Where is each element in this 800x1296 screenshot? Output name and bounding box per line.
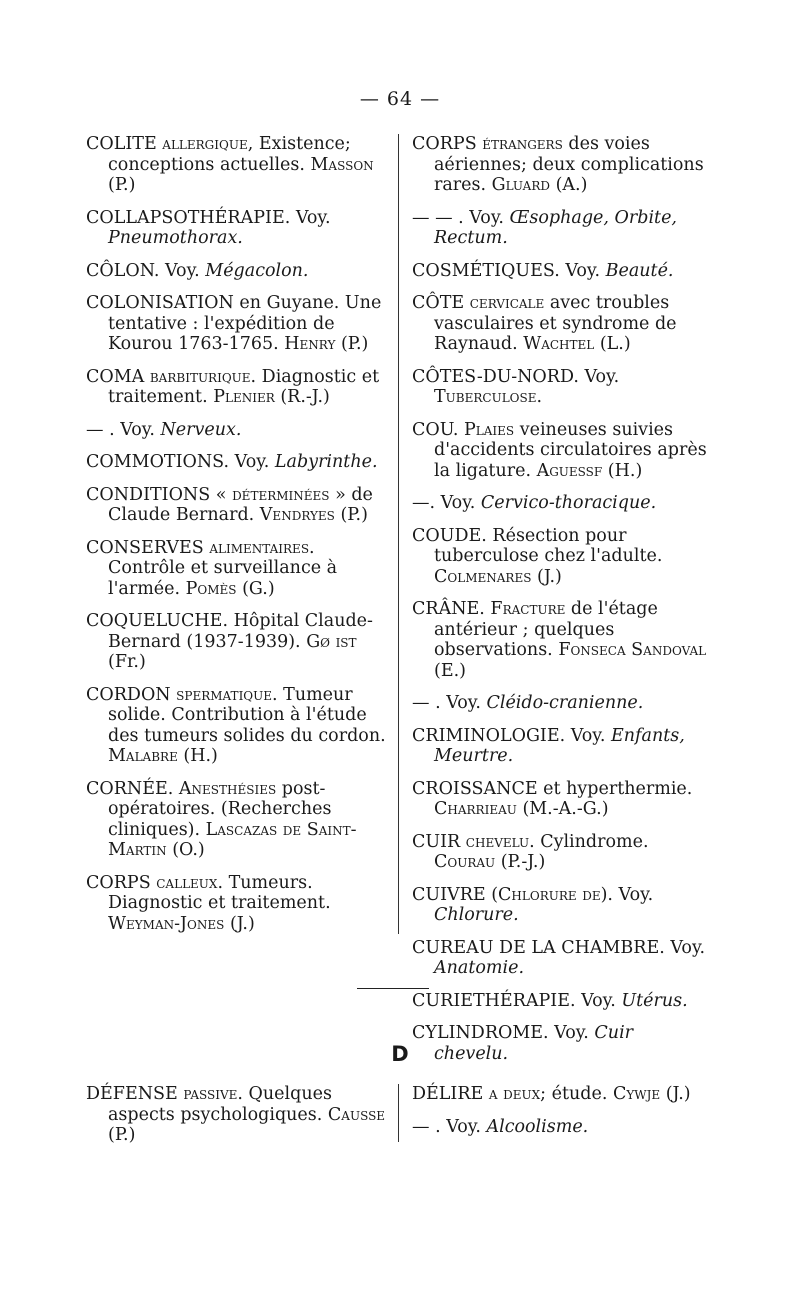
entry-heading: COLLAPSOTHÉRAPIE. Voy.	[86, 207, 331, 228]
index-entry	[86, 420, 388, 441]
entry-author: Fonseca Sandoval	[558, 640, 707, 660]
entry-subheading: passive	[183, 1084, 238, 1104]
index-entry	[412, 208, 712, 249]
section-letter: D	[391, 1042, 409, 1066]
entry-text: ; étude.	[540, 1084, 613, 1104]
entry-initials: (Fr.)	[108, 652, 146, 672]
entry-text: ). Voy.	[600, 884, 654, 905]
index-entry	[86, 208, 388, 249]
entry-subheading: spermatique	[176, 684, 273, 705]
entry-heading: CYLINDROME. Voy.	[412, 1023, 595, 1043]
entry-initials: (E.)	[434, 660, 466, 681]
entry-initials: (P.)	[335, 334, 369, 354]
entry-initials: (R.-J.)	[274, 387, 330, 407]
entry-text: Anatomie.	[434, 958, 525, 978]
entry-initials: (J.)	[224, 913, 255, 934]
entry-text: . Diagnostic et traitement.	[108, 366, 380, 407]
entry-text: Œsophage, Orbite, Rectum.	[434, 207, 677, 248]
entry-heading: CUIR	[412, 831, 466, 852]
index-entry	[412, 885, 712, 926]
entry-initials: (P.)	[108, 1125, 136, 1145]
entry-heading: CÔTE	[412, 293, 470, 313]
entry-heading: CUREAU DE LA CHAMBRE. Voy.	[412, 937, 706, 958]
entry-author: Cywje	[612, 1084, 661, 1104]
index-entry	[86, 685, 388, 767]
index-entry	[412, 693, 712, 714]
right-column	[412, 134, 712, 1076]
index-entry	[86, 452, 388, 473]
entry-author: Courau	[434, 852, 496, 872]
entry-text: Enfants, Meurtre.	[434, 725, 685, 766]
entry-text: Mégacolon.	[205, 260, 309, 281]
entry-heading: CORPS	[412, 134, 483, 154]
entry-heading: COSMÉTIQUES. Voy.	[412, 260, 606, 281]
column-divider	[398, 134, 399, 934]
entry-text: de l'étage antérieur ; quelques observations.	[434, 599, 658, 660]
entry-initials: Chlorure.	[434, 905, 519, 925]
entry-heading: CONDITIONS «	[86, 484, 233, 505]
entry-text: Alcoolisme.	[486, 1116, 589, 1137]
entry-initials: (J.)	[660, 1084, 691, 1104]
index-entry	[86, 485, 388, 526]
index-entry	[86, 367, 388, 408]
entry-text: , Existence; conceptions actuelles.	[108, 134, 351, 175]
entry-subheading: cervicale	[469, 293, 545, 313]
entry-subheading: barbiturique	[149, 366, 251, 387]
entry-heading: CORDON	[86, 684, 177, 705]
index-entry	[412, 261, 712, 282]
index-entry	[86, 134, 388, 196]
entry-text: Beauté.	[605, 260, 674, 281]
entry-text: Labyrinthe.	[274, 452, 378, 472]
entry-text: Cléido-cranienne.	[486, 693, 644, 713]
entry-text: post-opératoires. (Recherches cliniques).	[108, 778, 332, 840]
entry-text: . Tumeurs. Diagnostic et traitement.	[108, 872, 331, 913]
entry-author: Malabre	[108, 746, 178, 766]
entry-text: avec troubles vasculaires et syndrome de Raynaud.	[434, 293, 677, 354]
entry-subheading: calleux	[156, 872, 218, 893]
entry-subheading: Chlorure de	[498, 884, 601, 905]
entry-heading: COLONISATION en Guyane. Une tentative : l'expédition de Kourou 1763-1765.	[86, 293, 382, 354]
index-entry	[412, 367, 712, 408]
entry-author: Henry	[284, 334, 336, 354]
entry-initials: (H.)	[177, 746, 218, 766]
entry-heading: — . Voy.	[86, 419, 161, 440]
entry-subheading: a deux	[488, 1084, 541, 1104]
index-entry	[412, 1084, 712, 1105]
entry-heading: CÔLON. Voy.	[86, 260, 206, 281]
entry-text: Nerveux.	[160, 419, 242, 440]
entry-heading: COQUELUCHE. Hôpital Claude-Bernard (1937-1939).	[86, 611, 373, 652]
entry-heading: COMA	[86, 366, 150, 387]
section-separator	[357, 988, 429, 989]
entry-initials: (P.-J.)	[495, 852, 546, 872]
entry-author: Lascazas de Saint-Martin	[108, 819, 357, 860]
entry-subheading: Anesthésies	[178, 778, 277, 799]
index-entry	[412, 779, 712, 820]
entry-initials: (J.)	[531, 566, 562, 587]
entry-author: Masson	[310, 154, 374, 175]
entry-text: . Contrôle et surveillance à l'armée.	[108, 537, 338, 599]
entry-subheading: Fracture	[490, 599, 566, 619]
index-entry	[412, 1117, 712, 1138]
entry-heading: CROISSANCE et hyperthermie.	[412, 778, 693, 799]
entry-initials: (P.)	[108, 175, 136, 195]
page-number: — 64 —	[359, 88, 441, 110]
entry-subheading: étrangers	[482, 134, 563, 154]
entry-initials: (H.)	[602, 460, 643, 481]
index-entry	[86, 538, 388, 600]
entry-author: Causse	[327, 1104, 386, 1125]
entry-heading: COUDE. Résection pour tuberculose chez l'adulte.	[412, 525, 663, 566]
entry-initials: (O.)	[166, 840, 205, 860]
entry-text: . Cylindrome.	[529, 831, 649, 852]
entry-text: des voies aériennes; deux complications rares.	[434, 134, 704, 195]
entry-author: Colmenares	[434, 566, 532, 587]
entry-heading: DÉFENSE	[86, 1084, 184, 1104]
entry-author: Pomès	[185, 578, 237, 599]
index-entry	[412, 293, 712, 355]
entry-heading: CRIMINOLOGIE. Voy.	[412, 725, 611, 746]
entry-text: Utérus.	[621, 990, 688, 1011]
entry-text: veineuses suivies d'accidents circulatoires après la ligature.	[434, 419, 707, 481]
index-entry	[86, 1084, 388, 1146]
entry-initials: (A.)	[550, 175, 588, 195]
entry-text: . Quelques aspects psychologiques.	[108, 1084, 332, 1125]
entry-subheading: chevelu	[465, 831, 530, 852]
entry-heading: — — . Voy.	[412, 207, 510, 228]
entry-text: Pneumothorax.	[108, 228, 243, 248]
index-entry	[412, 134, 712, 196]
index-entry	[86, 779, 388, 861]
entry-author: Vendryes	[259, 505, 335, 525]
entry-heading: COLITE	[86, 134, 163, 154]
entry-author: Wachtel	[523, 334, 595, 354]
entry-heading: CORNÉE.	[86, 778, 179, 799]
entry-author: Charrieau	[434, 799, 517, 819]
entry-heading: CORPS	[86, 872, 157, 893]
entry-author: Gluard	[491, 175, 550, 195]
entry-subheading: déterminées	[232, 484, 330, 505]
entry-heading: CUIVRE (	[412, 884, 499, 905]
left-column	[86, 134, 388, 946]
entry-heading: — . Voy.	[412, 693, 487, 713]
entry-heading: COU.	[412, 419, 465, 440]
entry-text: » de Claude Bernard.	[108, 484, 373, 525]
entry-text: . Tumeur solide. Contribution à l'étude des tumeurs solides du cordon.	[108, 684, 386, 746]
entry-subheading: allergique	[162, 134, 248, 154]
index-entry	[86, 873, 388, 935]
entry-author: Gø ist	[306, 631, 357, 652]
entry-initials: (L.)	[594, 334, 631, 354]
index-entry	[412, 599, 712, 681]
entry-author: Aguessf	[536, 460, 603, 481]
entry-author: Plenier	[213, 387, 275, 407]
entry-heading: COMMOTIONS. Voy.	[86, 452, 275, 472]
entry-heading: CRÂNE.	[412, 599, 491, 619]
entry-author: Weyman-Jones	[108, 913, 225, 934]
entry-initials: (G.)	[236, 578, 275, 599]
column-divider-d	[398, 1084, 399, 1142]
entry-subheading: alimentaires	[209, 537, 310, 558]
entry-heading: — . Voy.	[412, 1116, 487, 1137]
index-entry	[412, 991, 712, 1012]
index-entry	[412, 420, 712, 482]
index-entry	[412, 726, 712, 767]
entry-heading: CURIETHÉRAPIE. Voy.	[412, 990, 622, 1011]
index-entry	[412, 526, 712, 588]
d-right-column	[412, 1084, 712, 1149]
index-entry	[412, 493, 712, 514]
entry-author: Tuberculose.	[434, 387, 543, 407]
entry-heading: DÉLIRE	[412, 1084, 489, 1104]
entry-initials: (P.)	[334, 505, 368, 525]
entry-heading: —. Voy.	[412, 493, 481, 513]
entry-initials: (M.-A.-G.)	[516, 799, 609, 819]
entry-heading: CONSERVES	[86, 537, 210, 558]
entry-heading: CÔTES-DU-NORD. Voy.	[412, 366, 620, 387]
index-entry	[412, 832, 712, 873]
index-entry	[86, 293, 388, 355]
index-entry	[412, 938, 712, 979]
entry-subheading: Plaies	[464, 419, 515, 440]
entry-text: Cuir chevelu.	[434, 1023, 634, 1064]
index-entry	[86, 261, 388, 282]
d-left-column	[86, 1084, 388, 1158]
index-entry	[86, 611, 388, 673]
entry-text: Cervico-thoracique.	[480, 493, 657, 513]
